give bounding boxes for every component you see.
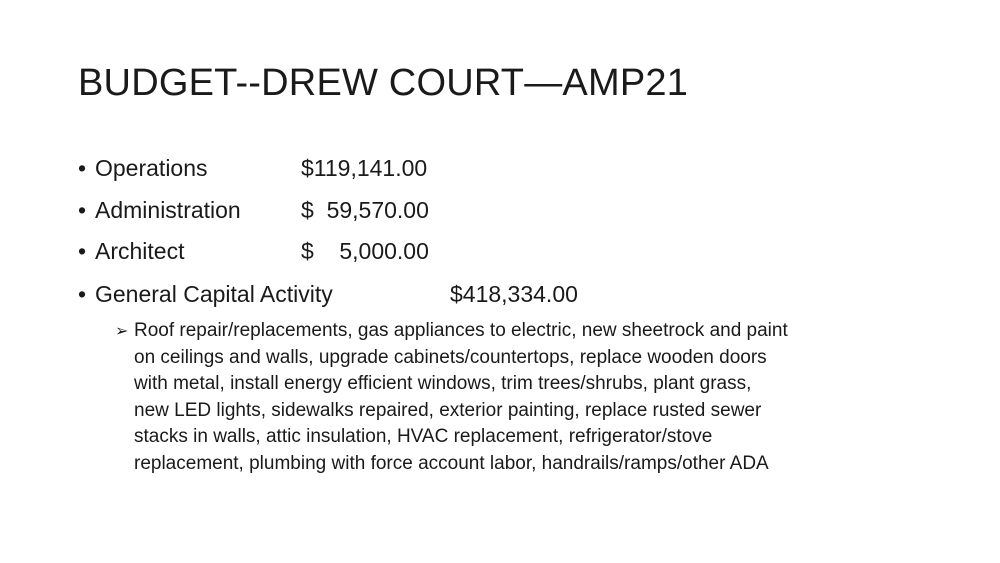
detail-line: on ceilings and walls, upgrade cabinets/countertops, replace wooden doors	[134, 346, 767, 368]
capital-activity-details	[115, 318, 925, 477]
bullet-label: Operations	[95, 155, 208, 181]
bullet-dot: •	[78, 155, 87, 181]
detail-line: with metal, install energy efficient windows, trim trees/shrubs, plant grass,	[134, 373, 752, 394]
bullet-dot: •	[78, 281, 87, 307]
bullet-dot: •	[78, 238, 87, 264]
bullet-label: Administration	[95, 197, 241, 223]
bullet-dot: •	[78, 197, 87, 223]
detail-line: replacement, plumbing with force account labor, handrails/ramps/other ADA	[134, 452, 769, 474]
arrow-bullet-icon: ➢	[115, 321, 129, 340]
bullet-amount: $ 59,570.00	[301, 197, 429, 223]
bullet-amount: $119,141.00	[301, 155, 428, 181]
detail-line: new LED lights, sidewalks repaired, exterior painting, replace rusted sewer	[134, 399, 762, 421]
bullet-label: General Capital Activity	[95, 281, 333, 307]
detail-line: stacks in walls, attic insulation, HVAC replacement, refrigerator/stove	[134, 426, 713, 447]
bullet-label: Architect	[95, 238, 185, 264]
detail-line: Roof repair/replacements, gas appliances to electric, new sheetrock and paint	[134, 320, 788, 341]
slide-title: BUDGET--DREW COURT—AMP21	[78, 62, 689, 104]
bullet-amount: $418,334.00	[450, 281, 578, 307]
bullet-amount: $ 5,000.00	[301, 238, 429, 264]
